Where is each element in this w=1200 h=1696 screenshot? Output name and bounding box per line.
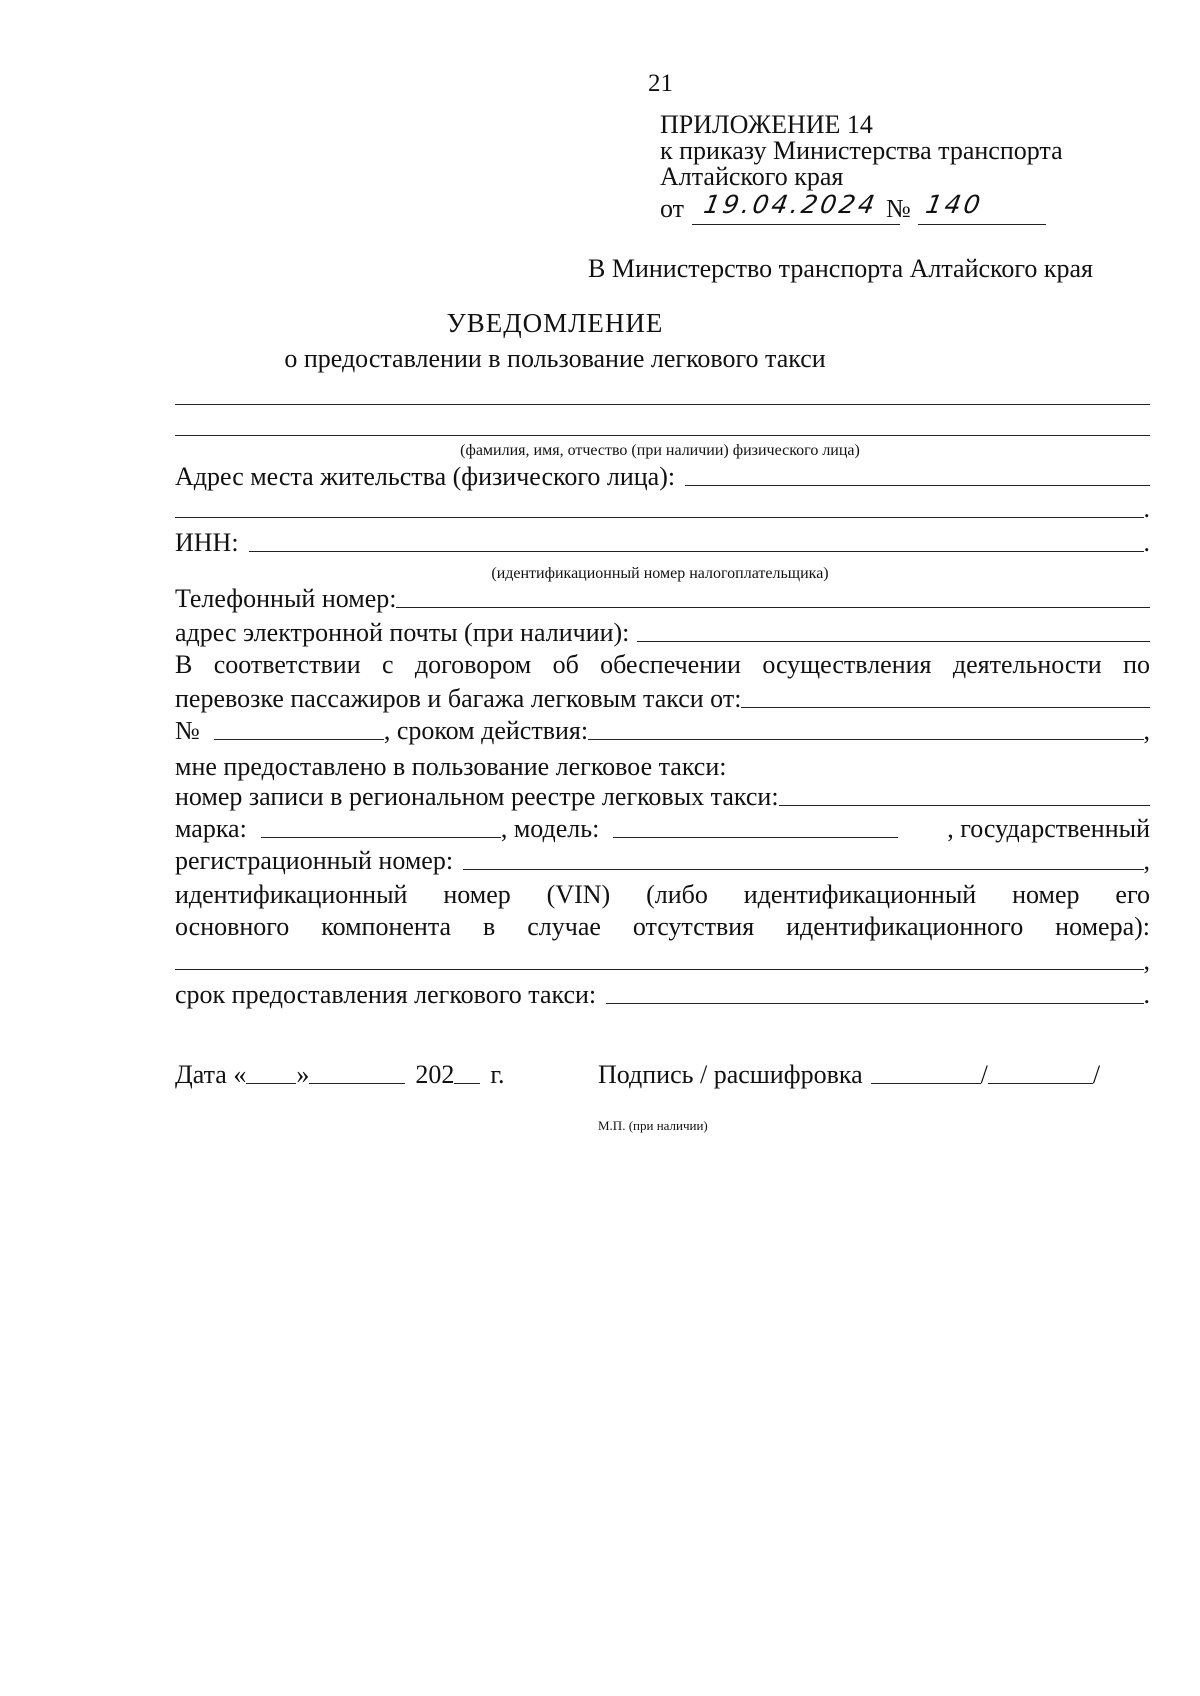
model-field [613,837,898,838]
registry-label: номер записи в региональном реестре легковых такси: [175,782,779,811]
reg-number-label: регистрационный номер: [175,846,454,875]
appendix-line1: к приказу Министерства транспорта [660,136,1063,165]
contract-row-2 [175,684,1150,714]
contract-number-sign: № [175,716,200,745]
page-number: 21 [648,70,673,97]
inn-row [175,528,1150,558]
vin-line-2-wrap [175,912,1150,942]
name-field-line-2 [175,435,1150,436]
inn-field [249,551,1144,552]
brand-field [261,837,501,838]
address-row-2 [175,494,1150,524]
inn-label: ИНН: [175,528,239,557]
provided-text: мне предоставлено в пользование легковое такси: [175,752,727,781]
vin-row [175,946,1150,976]
contract-date-field [741,707,1150,708]
name-caption: (фамилия, имя, отчество (при наличии) физического лица) [460,442,860,459]
signature-slash-1: / [980,1060,988,1089]
registry-field [779,805,1150,806]
footer-date [175,1060,505,1090]
appendix-number-label: № [886,194,911,223]
appendix-block [660,112,1063,232]
footer-month-field [309,1083,405,1084]
notice-subtitle: о предоставлении в пользование легкового такси [284,344,826,373]
vin-line-1: идентификационный номер (VIN) (либо идентификационный номер его [175,880,1150,909]
handwritten-number: 140 [923,190,986,219]
appendix-from-label: от [660,194,685,223]
address-period: . [1143,494,1150,523]
phone-row [175,584,1150,614]
appendix-date-row [660,192,1063,232]
vin-line-2: основного компонента в случае отсутствия идентификационного номера): [175,912,1150,941]
reg-number-field [463,869,1143,870]
signature-field [871,1083,981,1084]
addressee: В Министерство транспорта Алтайского края [588,254,1093,283]
email-label: адрес электронной почты (при наличии): [175,618,630,647]
contract-term-label: , сроком действия: [383,716,589,745]
vin-line-1-wrap [175,880,1150,910]
vehicle-row [175,814,1150,844]
footer-year-field [454,1083,480,1084]
reg-number-comma: , [1143,846,1150,875]
inn-caption: (идентификационный номер налогоплательщика) [491,565,829,582]
address-field-2 [175,517,1144,518]
footer-date-close: » [296,1060,310,1089]
registry-row [175,782,1150,812]
date-underline [692,224,900,225]
email-row [175,618,1150,648]
inn-period: . [1143,528,1150,557]
period-field [606,1003,1143,1004]
contract-line-1-wrap [175,650,1150,680]
address-row [175,462,1150,492]
name-field-line-1 [175,404,1150,405]
model-label: , модель: [500,814,600,843]
period-row [175,980,1150,1010]
brand-label: марка: [175,814,247,843]
footer-year: 202 [415,1060,455,1089]
stamp-place: М.П. (при наличии) [598,1118,708,1133]
contract-number-row [175,716,1150,746]
appendix-line2: Алтайского края [660,162,844,191]
address-label: Адрес места жительства (физического лица): [175,462,676,491]
contract-line-2: перевозке пассажиров и багажа легковым такси от: [175,684,742,713]
footer-date-label: Дата « [175,1060,247,1089]
contract-term-field [588,739,1143,740]
handwritten-date: 19.04.2024 [701,190,880,219]
period-end: . [1143,980,1150,1009]
notice-title: УВЕДОМЛЕНИЕ [446,308,664,338]
signature-slash-2: / [1092,1060,1101,1089]
footer-signature [598,1060,1100,1090]
contract-number-field [214,739,384,740]
reg-number-row [175,846,1150,876]
number-underline [918,224,1046,225]
phone-label: Телефонный номер: [175,584,397,613]
vin-comma: , [1143,946,1150,975]
signature-label: Подпись / расшифровка [598,1060,863,1089]
phone-field [396,607,1150,608]
footer-year-suffix: г. [490,1060,505,1089]
signature-decode-field [988,1083,1093,1084]
state-label: , государственный [947,814,1150,843]
period-label: срок предоставления легкового такси: [175,980,597,1009]
footer-day-field [246,1083,296,1084]
contract-term-comma: , [1143,716,1150,745]
contract-line-1: В соответствии с договором об обеспечении осуществления деятельности по [175,650,1150,679]
email-field [637,641,1150,642]
address-field [685,485,1150,486]
vin-field [175,969,1144,970]
appendix-title: ПРИЛОЖЕНИЕ 14 [660,110,873,139]
